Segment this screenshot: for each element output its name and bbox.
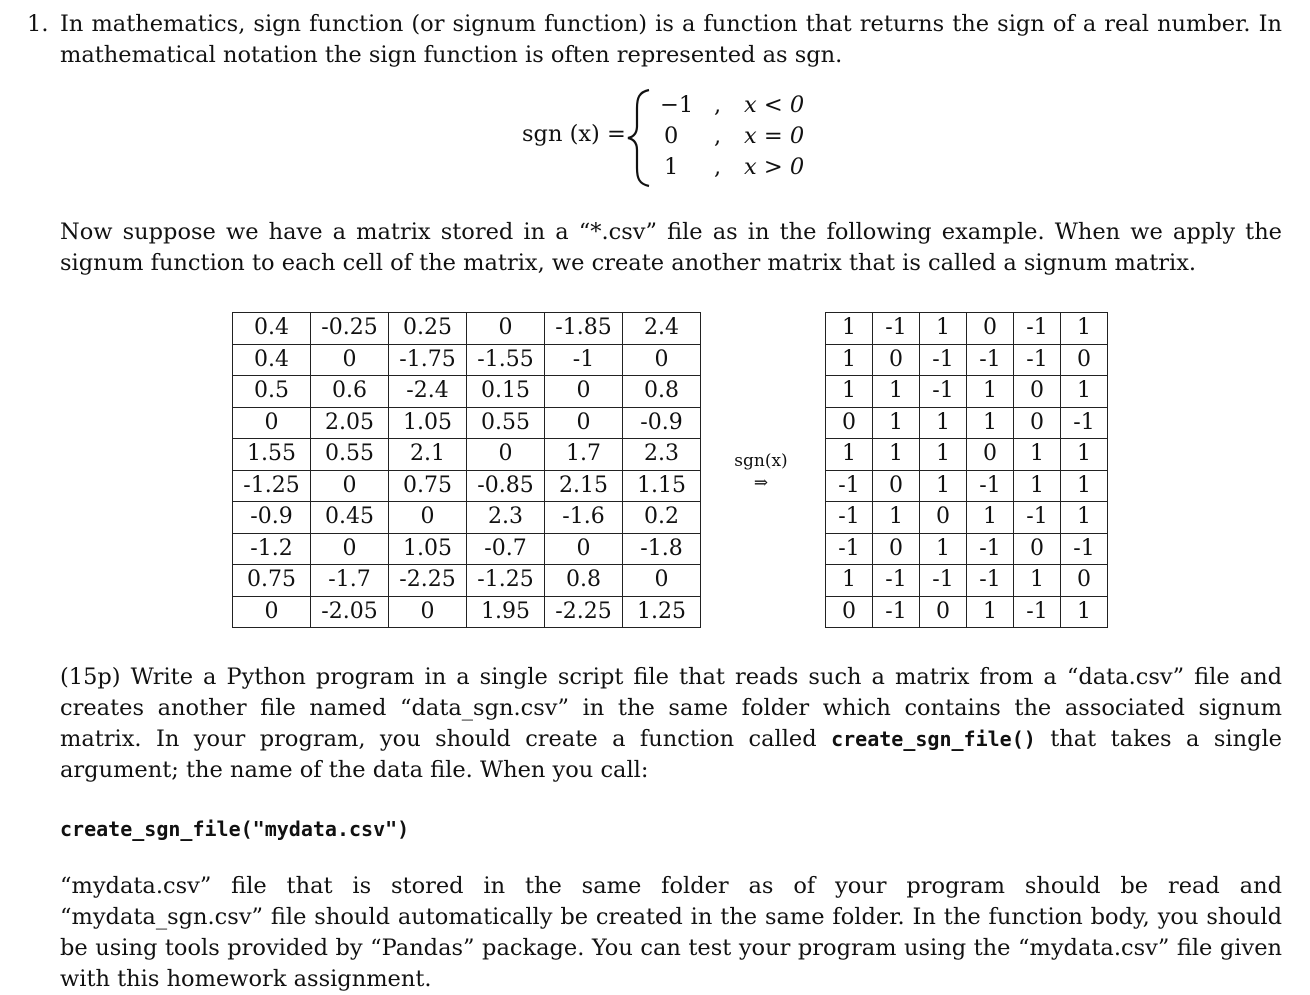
table-row [826, 596, 1108, 628]
sgn-formula: sgn (x) = −1 , x < 0 0 , x = 0 1 , x > 0 [522, 88, 822, 188]
formula-lhs: sgn (x) = [522, 121, 626, 147]
table-cell: 0.75 [233, 565, 311, 597]
table-cell: 0 [826, 596, 873, 628]
table-cell: -2.25 [545, 596, 623, 628]
table-row [826, 376, 1108, 408]
table-cell: 1 [1061, 439, 1108, 471]
table-cell: -1 [920, 376, 967, 408]
data-matrix-table [232, 312, 701, 628]
table-cell: 1 [873, 502, 920, 534]
table-cell: 0 [311, 344, 389, 376]
table-cell: 1 [1061, 313, 1108, 345]
table-cell: 0.8 [623, 376, 701, 408]
table-cell: -1 [873, 596, 920, 628]
intro-paragraph: In mathematics, sign function (or signum function) is a function that returns the sign of a real number. In mathematical notation the sign function is often represented as sgn. [60, 11, 1282, 68]
table-cell: 0 [967, 313, 1014, 345]
table-cell: -1 [920, 565, 967, 597]
table-row [826, 407, 1108, 439]
table-cell: 0 [389, 502, 467, 534]
task-text-2: that takes a single argument; the name of the data file. When you call: [60, 726, 1282, 783]
table-row [826, 313, 1108, 345]
table-cell: 1 [1014, 565, 1061, 597]
table-cell: 1 [1014, 439, 1061, 471]
table-cell: 0 [467, 313, 545, 345]
table-cell: 1.55 [233, 439, 311, 471]
table-cell: -1 [545, 344, 623, 376]
table-cell: 0 [545, 376, 623, 408]
table-cell: 1.05 [389, 407, 467, 439]
table-row [826, 565, 1108, 597]
table-cell: -1.85 [545, 313, 623, 345]
table-cell: -1 [967, 533, 1014, 565]
table-cell: 0.4 [233, 344, 311, 376]
table-cell: -1.25 [467, 565, 545, 597]
table-row [233, 376, 701, 408]
code-example: create_sgn_file("mydata.csv") [60, 817, 410, 841]
table-cell: 0 [1061, 565, 1108, 597]
table-row [233, 596, 701, 628]
table-cell: 2.15 [545, 470, 623, 502]
table-cell: 1 [967, 376, 1014, 408]
table-cell: -1 [1014, 596, 1061, 628]
table-cell: 0.75 [389, 470, 467, 502]
table-cell: -1 [1014, 502, 1061, 534]
table-cell: 1 [826, 344, 873, 376]
table-cell: 1 [920, 533, 967, 565]
table-cell: -1 [873, 565, 920, 597]
table-cell: -2.05 [311, 596, 389, 628]
table-cell: 2.4 [623, 313, 701, 345]
table-cell: -1 [1014, 313, 1061, 345]
table-cell: 1 [920, 407, 967, 439]
table-cell: 1 [1061, 376, 1108, 408]
task-text-1: (15p) Write a Python program in a single script file that reads such a matrix from a “data.csv” file and creates another file named “data_sgn.csv” in the same folder which contains the associated signum matrix. In your program, you should create a function called [60, 664, 1282, 752]
table-cell: -1.8 [623, 533, 701, 565]
table-cell: 0 [1061, 344, 1108, 376]
table-cell: 0 [545, 533, 623, 565]
table-cell: -0.85 [467, 470, 545, 502]
table-cell: 1.15 [623, 470, 701, 502]
left-brace-icon [625, 88, 655, 188]
table-cell: 0 [233, 596, 311, 628]
table-cell: 0 [920, 502, 967, 534]
table-cell: 2.1 [389, 439, 467, 471]
table-cell: -0.9 [233, 502, 311, 534]
table-cell: 2.3 [467, 502, 545, 534]
table-row [233, 470, 701, 502]
table-cell: 1 [920, 439, 967, 471]
sgn-arrow [730, 450, 792, 494]
table-cell: 0 [389, 596, 467, 628]
arrow-label-text: sgn(x) [734, 451, 788, 471]
table-cell: 2.3 [623, 439, 701, 471]
sgn-matrix-table [825, 312, 1108, 628]
task-paragraph [60, 662, 1282, 786]
table-cell: 0 [1014, 407, 1061, 439]
table-cell: -1 [826, 502, 873, 534]
table-cell: -1 [873, 313, 920, 345]
right-double-arrow-icon: ⇒ [753, 473, 769, 493]
table-cell: 1.7 [545, 439, 623, 471]
table-cell: 1 [826, 439, 873, 471]
table-cell: 0 [233, 407, 311, 439]
table-cell: -0.7 [467, 533, 545, 565]
function-name-code: create_sgn_file() [831, 727, 1036, 751]
table-cell: -1 [967, 565, 1014, 597]
table-cell: 1 [826, 376, 873, 408]
table-cell: 0.5 [233, 376, 311, 408]
table-cell: 0 [1014, 533, 1061, 565]
table-cell: 1 [1061, 502, 1108, 534]
table-cell: -1.25 [233, 470, 311, 502]
table-row [233, 502, 701, 534]
closing-paragraph: “mydata.csv” file that is stored in the same folder as of your program should be read and “mydata_sgn.csv” file should automatically be created in the same folder. In the function body, you should be using tools provided by “Pandas” package. You can test your program using the “mydata.csv” file given with this homework assignment. [60, 873, 1282, 992]
table-cell: -0.9 [623, 407, 701, 439]
table-cell: 0 [873, 533, 920, 565]
table-cell: -1 [826, 470, 873, 502]
table-cell: -2.25 [389, 565, 467, 597]
table-cell: 0.2 [623, 502, 701, 534]
table-row [233, 313, 701, 345]
table-cell: 1.25 [623, 596, 701, 628]
table-cell: 0.15 [467, 376, 545, 408]
table-cell: 1 [873, 407, 920, 439]
table-cell: 0 [920, 596, 967, 628]
table-cell: 0 [623, 565, 701, 597]
table-cell: 1 [1061, 470, 1108, 502]
table-row [826, 344, 1108, 376]
table-cell: 1 [873, 439, 920, 471]
table-cell: 1 [873, 376, 920, 408]
table-cell: -0.25 [311, 313, 389, 345]
table-cell: 0.6 [311, 376, 389, 408]
table-cell: -1.75 [389, 344, 467, 376]
table-cell: 0 [1014, 376, 1061, 408]
table-cell: 0 [545, 407, 623, 439]
table-cell: -1.2 [233, 533, 311, 565]
table-row [233, 344, 701, 376]
table-cell: -1.6 [545, 502, 623, 534]
table-cell: 0.55 [467, 407, 545, 439]
table-row [826, 533, 1108, 565]
table-row [233, 565, 701, 597]
table-cell: -1 [1061, 533, 1108, 565]
table-cell: 1.05 [389, 533, 467, 565]
table-cell: 0 [826, 407, 873, 439]
table-cell: 0 [873, 344, 920, 376]
table-cell: 0.25 [389, 313, 467, 345]
table-cell: 1 [826, 313, 873, 345]
question-number: 1. [27, 11, 49, 37]
table-cell: -1 [1061, 407, 1108, 439]
table-cell: 0 [873, 470, 920, 502]
table-row [826, 502, 1108, 534]
table-cell: 1 [1061, 596, 1108, 628]
table-cell: 1 [826, 565, 873, 597]
table-cell: 0 [623, 344, 701, 376]
table-cell: -1 [967, 470, 1014, 502]
table-cell: 1 [967, 596, 1014, 628]
table-cell: 0.55 [311, 439, 389, 471]
table-cell: 1 [967, 502, 1014, 534]
table-cell: -2.4 [389, 376, 467, 408]
table-cell: -1 [826, 533, 873, 565]
table-cell: 0.45 [311, 502, 389, 534]
table-cell: 0.8 [545, 565, 623, 597]
table-cell: 2.05 [311, 407, 389, 439]
table-cell: 0.4 [233, 313, 311, 345]
table-row [826, 439, 1108, 471]
table-cell: 1 [967, 407, 1014, 439]
table-cell: -1 [920, 344, 967, 376]
table-cell: -1.55 [467, 344, 545, 376]
table-cell: 0 [467, 439, 545, 471]
table-cell: 1 [1014, 470, 1061, 502]
table-cell: 1.95 [467, 596, 545, 628]
table-cell: 1 [920, 313, 967, 345]
table-cell: 0 [967, 439, 1014, 471]
table-cell: 1 [920, 470, 967, 502]
table-cell: -1 [1014, 344, 1061, 376]
table-cell: -1.7 [311, 565, 389, 597]
table-row [826, 470, 1108, 502]
table-row [233, 407, 701, 439]
table-cell: -1 [967, 344, 1014, 376]
table-cell: 0 [311, 470, 389, 502]
table-row [233, 533, 701, 565]
table-cell: 0 [311, 533, 389, 565]
table-row [233, 439, 701, 471]
matrix-intro-paragraph: Now suppose we have a matrix stored in a “*.csv” file as in the following example. When we apply the signum function to each cell of the matrix, we create another matrix that is called a signum matrix. [60, 219, 1282, 276]
